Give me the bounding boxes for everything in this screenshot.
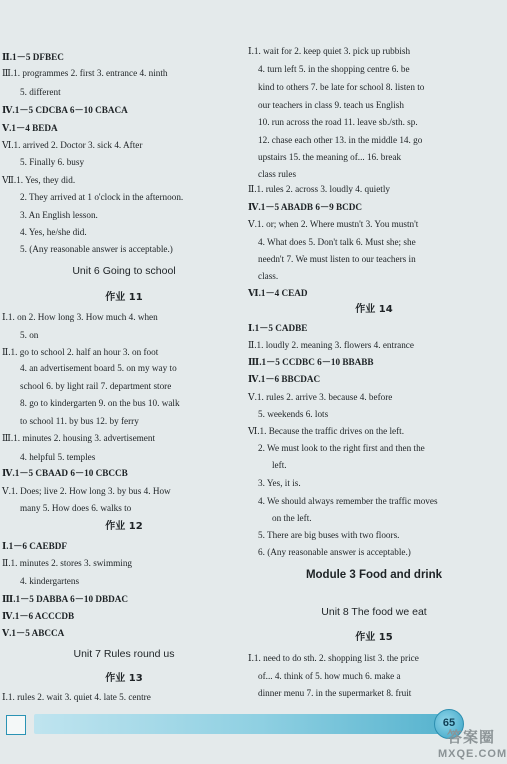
homework-heading: 作业 13 [105,673,143,684]
answer-line: Ⅳ.1－5 CDCBA 6－10 CBACA [2,105,128,115]
answer-line: upstairs 15. the meaning of... 16. break [258,152,402,162]
answer-line: 4. an advertisement board 5. on my way to [20,363,177,373]
answer-line: of... 4. think of 5. how much 6. make a [258,671,401,681]
answer-line: Ⅱ.1. rules 2. across 3. loudly 4. quietly [248,184,390,194]
answer-line: 10. run across the road 11. leave sb./sth. sp. [258,117,418,127]
module-heading: Module 3 Food and drink [305,569,443,581]
answer-line: dinner menu 7. in the supermarket 8. fruit [258,688,412,698]
answer-line: Ⅲ.1－5 DABBA 6－10 DBDAC [2,594,129,604]
answer-line: to school 11. by bus 12. by ferry [20,416,139,426]
answer-line: Ⅴ.1－4 BEDA [2,123,58,133]
answer-line: 5. Finally 6. busy [20,157,85,167]
answer-line: 8. go to kindergarten 9. on the bus 10. walk [20,398,180,408]
unit-heading: Unit 8 The food we eat [321,606,427,618]
answer-line: Ⅰ.1. wait for 2. keep quiet 3. pick up rubbish [248,46,411,56]
answer-line: 4. turn left 5. in the shopping centre 6. be [258,64,410,74]
answer-line: 3. An English lesson. [20,210,98,220]
answer-line: Ⅳ.1－5 CBAAD 6－10 CBCCB [2,468,128,478]
answer-line: many 5. How does 6. walks to [20,503,132,513]
answer-line: 12. chase each other 13. in the middle 14. go [258,135,423,145]
page-footer [0,706,507,764]
answer-line: Ⅱ.1－5 DFBEC [2,52,64,62]
answer-line: 6. (Any reasonable answer is acceptable.) [258,547,411,557]
answer-line: 4. Yes, he/she did. [20,227,87,237]
answer-line: Ⅵ.1. Because the traffic drives on the left. [248,426,405,436]
answer-line: 5. different [20,87,61,97]
answer-line: Ⅵ.1. arrived 2. Doctor 3. sick 4. After [2,140,143,150]
answer-line: 5. (Any reasonable answer is acceptable.) [20,244,173,254]
answer-line: 4. kindergartens [20,576,80,586]
answer-line: Ⅳ.1－5 ABADB 6－9 BCDC [248,202,363,212]
answer-line: Ⅱ.1. minutes 2. stores 3. swimming [2,558,133,568]
answer-line: Ⅲ.1－5 CCDBC 6－10 BBABB [248,357,374,367]
answer-line: 5. weekends 6. lots [258,409,329,419]
answer-line: Ⅳ.1－6 BBCDAC [248,374,321,384]
answer-line: Ⅵ.1－4 CEAD [248,288,308,298]
answer-line: needn't 7. We must listen to our teachers in [258,254,416,264]
answer-line: 2. We must look to the right first and then the [258,443,425,453]
homework-heading: 作业 15 [355,632,393,643]
answer-line: Ⅰ.1. rules 2. wait 3. quiet 4. late 5. centre [2,692,151,702]
homework-heading: 作业 11 [105,292,143,303]
unit-heading: Unit 6 Going to school [72,265,176,277]
answer-line: Ⅰ.1. need to do sth. 2. shopping list 3. the price [248,653,419,663]
watermark-url: MXQE.COM [438,748,507,760]
page-number: 65 [442,717,456,729]
answer-line: 4. helpful 5. temples [20,452,96,462]
answer-line: 3. Yes, it is. [258,478,301,488]
answer-line: Ⅴ.1－5 ABCCA [2,628,65,638]
answer-line: on the left. [272,513,312,523]
answer-line: 2. They arrived at 1 o'clock in the afternoon. [20,192,184,202]
answer-line: school 6. by light rail 7. department store [20,381,172,391]
answer-line: 4. We should always remember the traffic moves [258,496,438,506]
answer-line: Ⅴ.1. or; when 2. Where mustn't 3. You mustn't [248,219,419,229]
answer-line: 5. There are big buses with two floors. [258,530,400,540]
answer-line: Ⅲ.1. minutes 2. housing 3. advertisement [2,433,156,443]
answer-line: Ⅰ.1. on 2. How long 3. How much 4. when [2,312,158,322]
watermark-logo: 答案圈 [446,728,495,746]
checkbox-square [6,715,26,735]
answer-line: kind to others 7. be late for school 8. listen to [258,82,425,92]
answer-line: Ⅱ.1. go to school 2. half an hour 3. on foot [2,347,159,357]
answer-line: Ⅲ.1. programmes 2. first 3. entrance 4. ninth [2,68,168,78]
unit-heading: Unit 7 Rules round us [73,648,175,660]
answer-line: Ⅰ.1－5 CADBE [248,323,308,333]
homework-heading: 作业 14 [355,304,393,315]
answer-line: Ⅰ.1－6 CAEBDF [2,541,68,551]
answer-line: Ⅶ.1. Yes, they did. [2,175,76,185]
answer-line: Ⅴ.1. Does; live 2. How long 3. by bus 4. How [2,486,171,496]
answer-line: Ⅴ.1. rules 2. arrive 3. because 4. before [248,392,393,402]
footer-band [34,714,444,734]
answer-line: Ⅱ.1. loudly 2. meaning 3. flowers 4. entrance [248,340,414,350]
answer-line: Ⅳ.1－6 ACCCDB [2,611,75,621]
answer-line: our teachers in class 9. teach us English [258,100,404,110]
answer-line: class rules [258,169,297,179]
answer-line: 5. on [20,330,39,340]
homework-heading: 作业 12 [105,521,143,532]
answer-line: left. [272,460,287,470]
answer-line: class. [258,271,279,281]
answer-line: 4. What does 5. Don't talk 6. Must she; she [258,237,416,247]
